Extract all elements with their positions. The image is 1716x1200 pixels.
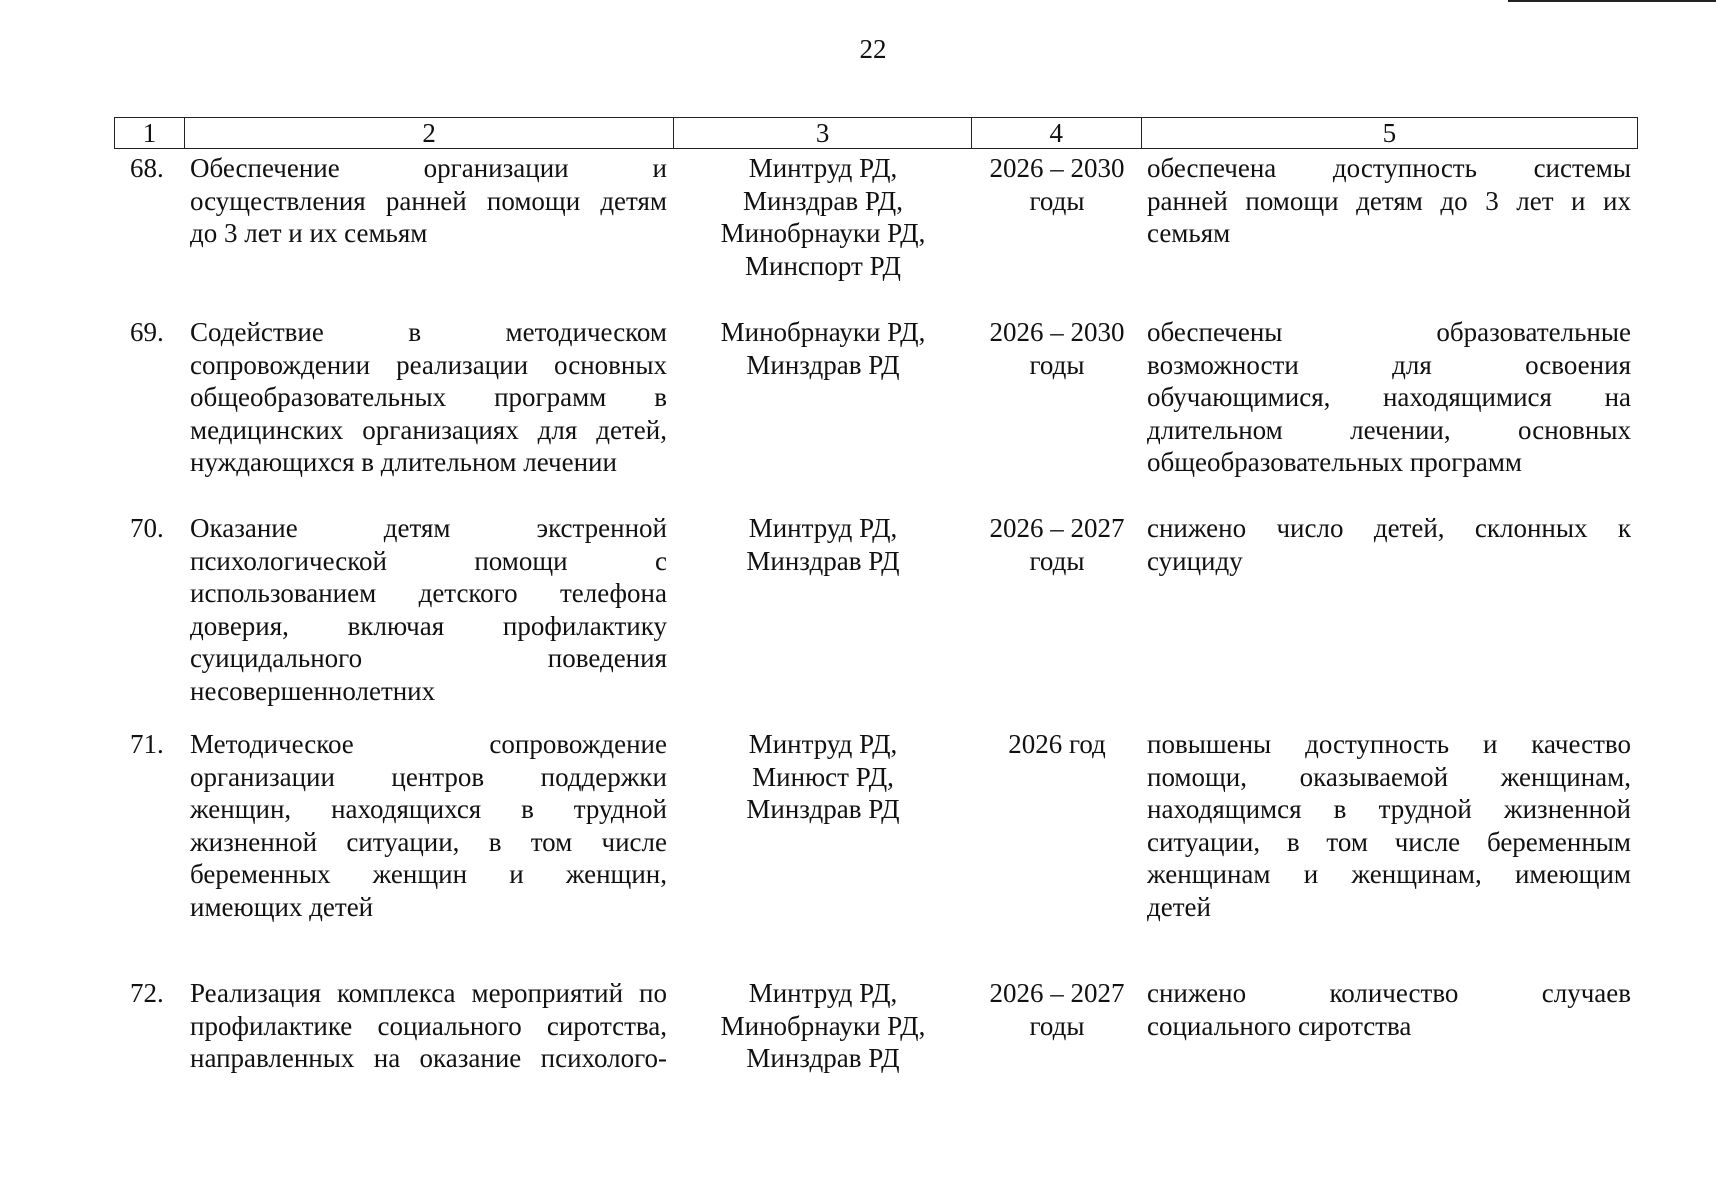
result-line: детей [1147, 891, 1211, 922]
period-text [972, 728, 1142, 761]
result-text [1147, 316, 1631, 479]
executor-line: Минобрнауки РД, [720, 1010, 926, 1041]
measure-line: нуждающихся в длительном лечении [190, 447, 617, 478]
executors-text [674, 316, 972, 381]
period-line: годы [1029, 349, 1085, 380]
measure-line: профилактике социального сиротства, [190, 1010, 667, 1041]
result-line: обеспечена доступность системы [1147, 153, 1631, 183]
measure-line: беременных женщин и женщин, [190, 859, 667, 890]
result-line: повышены доступность и качество [1147, 729, 1631, 759]
measure-line: психологической помощи с [190, 545, 667, 576]
result-line: длительном лечении, основных [1147, 414, 1631, 445]
measure-line: Обеспечение организации и [190, 153, 667, 183]
row-number: 70. [130, 513, 164, 543]
result-text [1147, 977, 1631, 1042]
period-text [972, 512, 1142, 577]
executor-line: Минздрав РД, [743, 185, 903, 216]
executor-line: Минтруд РД, [748, 729, 898, 759]
measure-text [190, 512, 667, 708]
header-col-1: 1 [115, 118, 185, 148]
top-edge-line [1508, 0, 1716, 2]
result-line: семьям [1147, 218, 1231, 249]
executors-text [674, 152, 972, 282]
period-text [972, 977, 1142, 1042]
result-line: снижено количество случаев [1147, 978, 1631, 1008]
result-line: возможности для освоения [1147, 349, 1631, 380]
executor-line: Минтруд РД, [748, 513, 898, 543]
measure-line: Содействие в методическом [190, 317, 667, 347]
period-line: годы [1029, 185, 1085, 216]
executor-line: Минтруд РД, [748, 153, 898, 183]
measure-text [190, 728, 667, 924]
result-text [1147, 512, 1631, 577]
result-line: помощи, оказываемой женщинам, [1147, 761, 1631, 792]
measure-line: использованием детского телефона [190, 578, 667, 609]
measure-text [190, 152, 667, 250]
period-line: 2026 – 2030 [989, 153, 1125, 183]
executors-text [674, 728, 972, 826]
result-line: обеспечены образовательные [1147, 317, 1631, 347]
executor-line: Минздрав РД [746, 1043, 900, 1074]
executor-line: Минтруд РД, [748, 978, 898, 1008]
period-line: годы [1029, 545, 1085, 576]
measure-line: медицинских организациях для детей, [190, 414, 667, 445]
executor-line: Минздрав РД [746, 349, 900, 380]
executors-text [674, 977, 972, 1075]
measure-line: женщин, находящихся в трудной [190, 794, 667, 825]
period-line: 2026 – 2027 [989, 978, 1125, 1008]
result-line: ранней помощи детям до 3 лет и их [1147, 185, 1631, 216]
measure-line: направленных на оказание психолого- [190, 1043, 667, 1074]
measure-text [190, 316, 667, 479]
measure-text [190, 977, 667, 1075]
period-line: 2026 год [1008, 729, 1106, 759]
measure-line: жизненной ситуации, в том числе [190, 826, 667, 857]
measure-line: осуществления ранней помощи детям [190, 185, 667, 216]
period-line: 2026 – 2030 [989, 317, 1125, 347]
table-header [114, 117, 1638, 149]
period-line: 2026 – 2027 [989, 513, 1125, 543]
period-text [972, 152, 1142, 217]
executor-line: Минобрнауки РД, [720, 317, 926, 347]
result-line: суициду [1147, 545, 1243, 576]
period-text [972, 316, 1142, 381]
result-line: находящимся в трудной жизненной [1147, 794, 1631, 825]
result-line: снижено число детей, склонных к [1147, 513, 1631, 543]
result-line: ситуации, в том числе беременным [1147, 826, 1631, 857]
executor-line: Минспорт РД [745, 250, 901, 281]
measure-line: несовершеннолетних [190, 675, 436, 706]
measure-line: Методическое сопровождение [190, 729, 667, 759]
result-line: женщинам и женщинам, имеющим [1147, 859, 1631, 890]
period-line: годы [1029, 1010, 1085, 1041]
executor-line: Минюст РД, [752, 761, 894, 792]
result-line: социального сиротства [1147, 1010, 1412, 1041]
row-number: 68. [130, 153, 164, 183]
result-line: общеобразовательных программ [1147, 447, 1523, 478]
measure-line: доверия, включая профилактику [190, 610, 667, 641]
result-text [1147, 152, 1631, 250]
measure-line: Реализация комплекса мероприятий по [190, 978, 667, 1008]
measure-line: имеющих детей [190, 891, 374, 922]
executor-line: Минобрнауки РД, [720, 218, 926, 249]
header-col-2: 2 [185, 118, 674, 148]
header-col-5: 5 [1382, 118, 1397, 148]
header-col-4: 4 [972, 118, 1142, 148]
executors-text [674, 512, 972, 577]
measure-line: сопровождении реализации основных [190, 349, 667, 380]
row-number: 71. [130, 729, 164, 759]
executor-line: Минздрав РД [746, 545, 900, 576]
row-number: 69. [130, 317, 164, 347]
result-line: обучающимися, находящимися на [1147, 382, 1631, 413]
page-number: 22 [859, 34, 887, 64]
measure-line: организации центров поддержки [190, 761, 667, 792]
measure-line: суицидального поведения [190, 643, 667, 674]
measure-line: общеобразовательных программ в [190, 382, 667, 413]
measure-line: Оказание детям экстренной [190, 513, 667, 543]
measure-line: до 3 лет и их семьям [190, 218, 428, 249]
row-number: 72. [130, 978, 164, 1008]
header-col-3: 3 [674, 118, 972, 148]
executor-line: Минздрав РД [746, 794, 900, 825]
result-text [1147, 728, 1631, 924]
